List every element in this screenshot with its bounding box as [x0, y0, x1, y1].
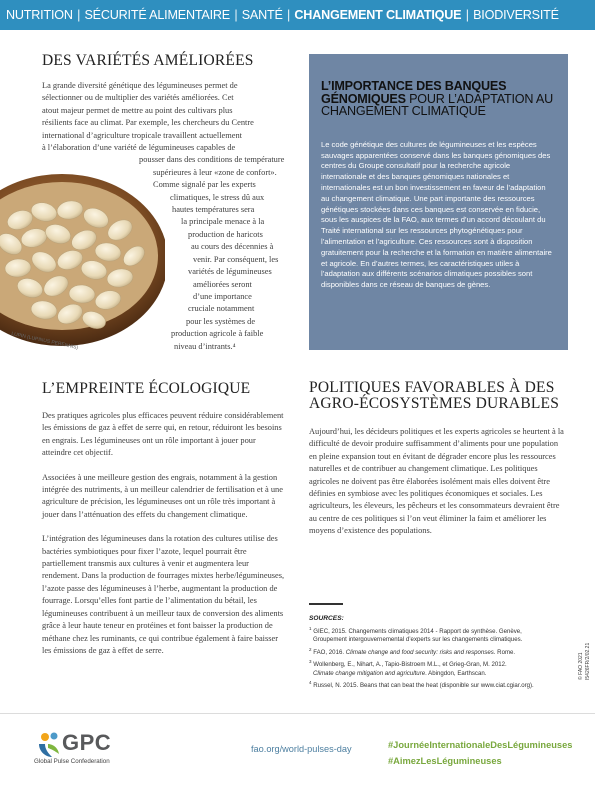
nav-separator: | [287, 8, 291, 22]
footnote-number: 1 [309, 626, 312, 631]
text-line: améliorées seront [193, 279, 252, 289]
footnote-number: 3 [309, 659, 312, 665]
text-line: atout majeur permet de mettre au point des cultivars plus [42, 105, 233, 115]
text-line: variétés de légumineuses [188, 267, 272, 277]
source-item [309, 679, 559, 690]
sources-label: SOURCES: [309, 615, 344, 622]
nav-item-food-security[interactable]: SÉCURITÉ ALIMENTAIRE [84, 8, 230, 22]
paragraph: Aujourd’hui, les décideurs politiques et les experts agricoles se heurtent à la difficulté de devoir produire suffisamment d’aliments pour une population en pleine expansion tout en évitant de dégrader encore plus les ressources naturelles et de contribuer au changement climatique. Les politiques agricoles ne doivent pas être élaborées isolément mais elles doivent être définies en symbiose avec les politiques économiques et sociales. Les agriculteurs, les éleveurs, les pêcheurs et les consommateurs devraient être au centre de ces politiques si l’on veut éliminer la faim et améliorer les moyens d’existence des populations. [309, 427, 564, 536]
copyright-note [578, 643, 592, 680]
gpc-logo[interactable] [34, 729, 144, 769]
text-line: production de haricots [188, 229, 263, 239]
text-line: La grande diversité génétique des légumineuses permet de [42, 81, 238, 90]
text-line: résilients face au climat. Par exemple, les chercheurs du Centre [42, 118, 254, 128]
footer-divider [0, 713, 595, 714]
paragraph: L’intégration des légumineuses dans la rotation des cultures utilise des bactéries symbiotiques pour fixer l’azote, lequel pourrait être partiellement transmis aux cultures à venir et augmentera leur rendement. Dans la production de fourrages mixtes herbe/légumineuses, l’azote passe des légumineuses à l’herbe, augmentant la production de fourrage. Lorsqu’elles font partie de l’alimentation du bétail, les légumineuses contribuent à un meilleur taux de conversion des aliments grâce à leur haute teneur en protéines et font baisser la production de méthane chez les ruminants, ce qui contribue également à faire baisser les émissions de gaz à effet de serre. [42, 534, 285, 655]
box-text: Le code génétique des cultures de légumineuses et les espèces sauvages apparentées conservé dans les banques génomiques des centres du Groupe consultatif pour la recherche agricole internationale et des banques génomiques nationales et internationales est un bon investissement en faveur de l’adaptation au changement climatique. Une part importante des ressources génétiques stockées dans ces banques est conservée en fiducie, sous les auspices de la FAO, aux termes d’un accord découlant du Traité international sur les ressources phytogénétiques pour l’alimentation et l’agriculture. Ces ressources sont à disposition gratuitement pour la recherche et la formation en matière alimentaire et agricole. En d’autres termes, les caractéristiques utiles à l’adaptation aux différents scénarios climatiques possibles sont disponibles dans ce réseau de banques de gènes. [321, 139, 552, 290]
nav-item-nutrition[interactable]: NUTRITION [6, 8, 73, 22]
nav-separator: | [234, 8, 238, 22]
nav-item-biodiversity[interactable]: BIODIVERSITÉ [473, 8, 559, 22]
text-line: supérieures à leur «zone de confort». [153, 167, 277, 177]
source-text: GIEC, 2015. Changements climatiques 2014 - Rapport de synthèse. Genève, [313, 628, 522, 636]
copyright-text: © FAO 2021 [578, 652, 584, 680]
footnote-number: 4 [309, 680, 312, 686]
source-text: Groupement intergouvernemental d’experts sur les changements climatiques. [313, 636, 523, 644]
text-line: pour les systèmes de [186, 316, 256, 326]
source-text: Russel, N. 2015. Beans that can beat the heat (disponible sur www.ciat.cgiar.org). [313, 682, 534, 690]
beans-bowl-image [0, 160, 165, 350]
text-line: international d’agriculture tropicale travaillent actuellement [42, 130, 242, 140]
source-item [309, 646, 559, 657]
sources-list [309, 603, 559, 692]
text-line: à l’élaboration d’une variété de légumineuses capables de [42, 143, 236, 153]
source-item [309, 658, 559, 678]
box-title-rest: POUR L’ADAPTATION AU CHANGEMENT CLIMATIQUE [321, 91, 553, 119]
policies-section [309, 380, 568, 538]
text-line: la principale menace à la [181, 217, 265, 227]
text-line: sélectionner ou de multiplier des variétés améliorées. Cet [42, 93, 234, 103]
hashtag[interactable]: #AimezLesLégumineuses [388, 756, 502, 766]
logo-subtitle: Global Pulse Confederation [34, 758, 110, 765]
box-title [321, 80, 556, 118]
text-line: Comme signalé par les experts [153, 180, 256, 190]
ecological-footprint-section [42, 380, 287, 669]
text-line: cruciale notamment [188, 304, 255, 314]
text-line: d’une importance [193, 291, 252, 301]
text-line: niveau d’intrants.⁴ [174, 341, 236, 351]
text-line: production agricole à faible [171, 329, 264, 339]
source-text: FAO, 2016. [313, 648, 346, 656]
source-text: . Abingdon, Earthscan. [425, 669, 487, 677]
section-title: L’EMPREINTE ÉCOLOGIQUE [42, 380, 251, 397]
source-title: Climate change and food security: risks and responses [345, 648, 494, 656]
nav-separator: | [465, 8, 469, 22]
section-title: DES VARIÉTÉS AMÉLIORÉES [42, 52, 254, 69]
hashtags [388, 737, 572, 769]
text-line: climatiques, le stress dû aux [170, 192, 265, 202]
footnote-number: 2 [309, 646, 312, 652]
nav-item-health[interactable]: SANTÉ [241, 8, 283, 22]
image-caption: LUPIN (LUPINUS PERENNIS) [10, 331, 79, 352]
logo-text: GPC [62, 730, 112, 755]
paragraph: Associées à une meilleure gestion des engrais, notamment à la gestion intégrée des nutriments, à un meilleur calendrier de fertilisation et à une agriculture de précision, les légumineuses ont un rôle très important à jouer dans l’atténuation des effets du changement climatique. [42, 472, 283, 519]
job-number: I5426FR/2/02.21 [585, 642, 591, 680]
gpc-logo-icon [36, 730, 62, 758]
top-navigation-bar [0, 0, 595, 30]
text-line: hautes températures sera [172, 205, 255, 215]
beans-bowl-illustration [0, 160, 165, 350]
website-link[interactable]: fao.org/world-pulses-day [251, 744, 352, 754]
text-line: venir. Par conséquent, les [193, 254, 279, 264]
source-item [309, 625, 559, 645]
divider [309, 603, 343, 605]
nav-separator: | [77, 8, 81, 22]
section-title: POLITIQUES FAVORABLES À DES AGRO-ÉCOSYSTÈMES DURABLES [309, 379, 560, 412]
genebank-highlight-box [309, 54, 568, 350]
source-title: Climate change mitigation and agriculture [313, 669, 426, 677]
text-line: pousser dans des conditions de température [139, 155, 285, 165]
nav-item-climate-change[interactable]: CHANGEMENT CLIMATIQUE [294, 8, 462, 22]
paragraph: Des pratiques agricoles plus efficaces peuvent réduire considérablement les émissions de gaz à effet de serre qui, en retour, réduiront les besoins en engrais. Les légumineuses ont un rôle important à jouer pour atteindre cet objectif. [42, 411, 284, 458]
source-text: . Rome. [493, 648, 516, 656]
source-text: Wollenberg, E., Nihart, A., Tapio-Bistroem M.L., et Grieg-Gran, M. 2012. [313, 661, 507, 669]
box-title-bold: L’IMPORTANCE DES BANQUES GÉNOMIQUES [321, 79, 507, 106]
text-line: au cours des décennies à [191, 242, 274, 252]
hashtag[interactable]: #JournéeInternationaleDesLégumineuses [388, 740, 573, 750]
